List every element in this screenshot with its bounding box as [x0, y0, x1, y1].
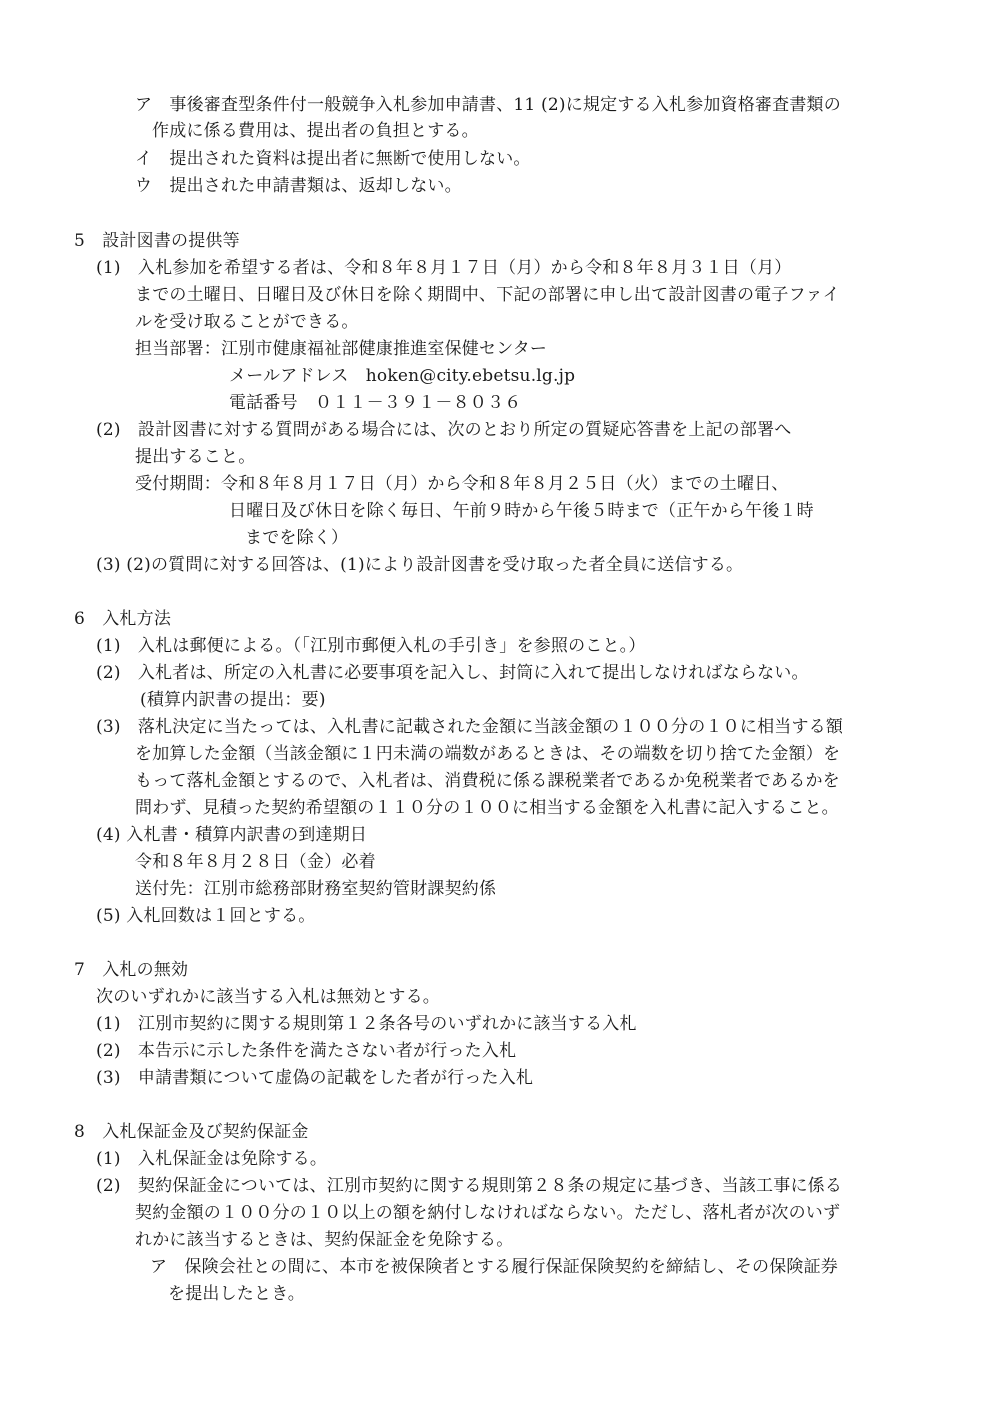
text-line: もって落札金額とするので、入札者は、消費税に係る課税業者であるか免税業者であるかを — [135, 771, 840, 791]
text-line: を加算した金額（当該金額に１円未満の端数があるときは、その端数を切り捨てた金額）を — [135, 744, 841, 764]
text-line: (1) 入札は郵便による。（「江別市郵便入札の手引き」を参照のこと。） — [96, 636, 646, 656]
text-line: ルを受け取ることができる。 — [135, 312, 359, 332]
text-line: メールアドレス hoken@city.ebetsu.lg.jp — [229, 366, 576, 386]
text-line: を提出したとき。 — [168, 1284, 305, 1304]
text-line: 電話番号 ０１１－３９１－８０３６ — [229, 393, 522, 413]
text-line: 問わず、見積った契約希望額の１１０分の１００に相当する金額を入札書に記入すること。 — [135, 798, 839, 818]
text-line: (5) 入札回数は１回とする。 — [96, 906, 316, 926]
text-line: 日曜日及び休日を除く毎日、午前９時から午後５時まで（正午から午後１時 — [229, 501, 814, 521]
text-line: (1) 入札保証金は免除する。 — [96, 1149, 328, 1169]
text-line: (1) 入札参加を希望する者は、令和８年８月１７日（月）から令和８年８月３１日（月） — [96, 258, 792, 278]
text-line: 契約金額の１００分の１０以上の額を納付しなければならない。ただし、落札者が次のいず — [135, 1203, 841, 1223]
section-heading: 8 入札保証金及び契約保証金 — [74, 1122, 309, 1142]
text-line: (3) 落札決定に当たっては、入札書に記載された金額に当該金額の１００分の１０に相当する額 — [96, 717, 844, 737]
text-line: (2) 入札者は、所定の入札書に必要事項を記入し、封筒に入れて提出しなければならない。 — [96, 663, 809, 683]
text-line: 担当部署：江別市健康福祉部健康推進室保健センター — [135, 339, 548, 359]
text-line: (積算内訳書の提出：要) — [140, 690, 326, 710]
text-line: 送付先：江別市総務部財務室契約管財課契約係 — [135, 879, 497, 899]
text-line: 次のいずれかに該当する入札は無効とする。 — [96, 987, 440, 1007]
text-line: までの土曜日、日曜日及び休日を除く期間中、下記の部署に申し出て設計図書の電子ファイ — [135, 285, 840, 305]
section-heading: 5 設計図書の提供等 — [74, 231, 240, 251]
text-line: (2) 契約保証金については、江別市契約に関する規則第２８条の規定に基づき、当該工事に係る — [96, 1176, 843, 1196]
text-line: ウ 提出された申請書類は、返却しない。 — [135, 176, 462, 196]
text-line: イ 提出された資料は提出者に無断で使用しない。 — [135, 149, 531, 169]
text-line: (3) 申請書類について虚偽の記載をした者が行った入札 — [96, 1068, 534, 1088]
text-line: ア 事後審査型条件付一般競争入札参加申請書、11 (2)に規定する入札参加資格審査書類の — [135, 95, 841, 115]
text-line: (4) 入札書・積算内訳書の到達期日 — [96, 825, 368, 845]
text-line: までを除く） — [245, 528, 349, 548]
text-line: 作成に係る費用は、提出者の負担とする。 — [152, 121, 479, 141]
text-line: (2) 本告示に示した条件を満たさない者が行った入札 — [96, 1041, 517, 1061]
text-line: (3) (2)の質問に対する回答は、(1)により設計図書を受け取った者全員に送信する。 — [96, 555, 744, 575]
text-line: 受付期間：令和８年８月１７日（月）から令和８年８月２５日（火）までの土曜日、 — [135, 474, 789, 494]
section-heading: 7 入札の無効 — [74, 960, 189, 980]
text-line: 令和８年８月２８日（金）必着 — [135, 852, 376, 872]
text-line: (1) 江別市契約に関する規則第１２条各号のいずれかに該当する入札 — [96, 1014, 637, 1034]
text-line: (2) 設計図書に対する質問がある場合には、次のとおり所定の質疑応答書を上記の部署へ — [96, 420, 792, 440]
text-line: ア 保険会社との間に、本市を被保険者とする履行保証保険契約を締結し、その保険証券 — [150, 1257, 838, 1277]
section-heading: 6 入札方法 — [74, 609, 172, 629]
text-line: れかに該当するときは、契約保証金を免除する。 — [135, 1230, 514, 1250]
text-line: 提出すること。 — [135, 447, 256, 467]
